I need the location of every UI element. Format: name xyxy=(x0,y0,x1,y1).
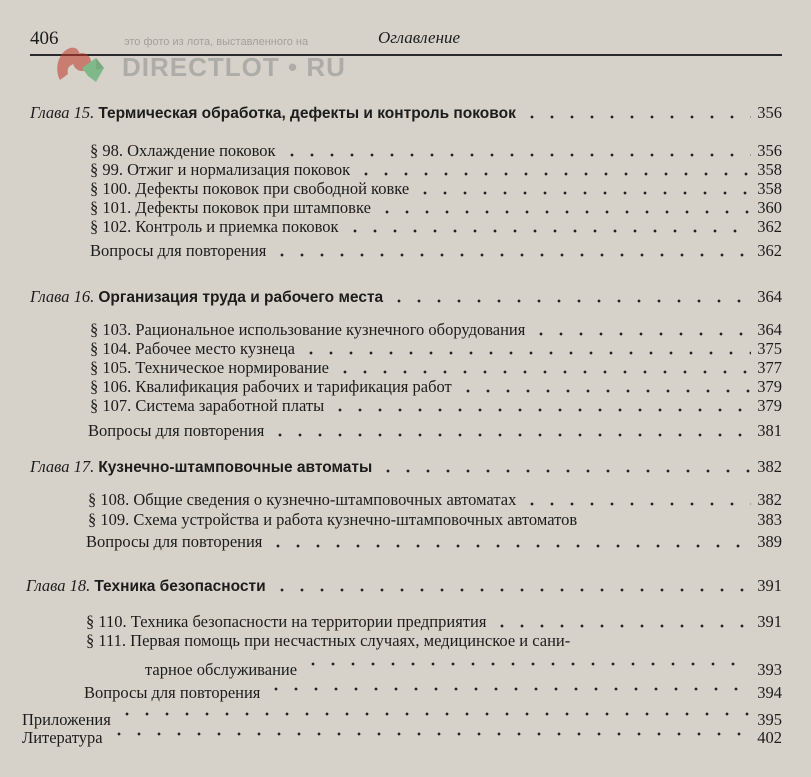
section-title: Дефекты поковок при штамповке xyxy=(135,198,371,217)
section-98-row[interactable] xyxy=(90,141,782,161)
section-number: § 103. xyxy=(90,320,132,339)
review-title: Вопросы для повторения xyxy=(88,421,265,440)
section-number: § 108. xyxy=(88,490,130,509)
chapter-title: Термическая обработка, дефекты и контроль поковок xyxy=(98,105,516,122)
literature-row[interactable] xyxy=(22,720,782,747)
section-title: Техника безопасности на территории предприятия xyxy=(130,612,487,631)
page-ref: 358 xyxy=(757,179,782,198)
chapter-17-row[interactable] xyxy=(30,457,782,477)
chapter-label: Глава 17. xyxy=(30,457,95,476)
section-111-row[interactable] xyxy=(86,631,726,651)
section-111-continuation-row[interactable] xyxy=(145,650,782,679)
watermark-brand: DIRECTLOT • RU xyxy=(122,52,346,82)
page-ref: 381 xyxy=(757,421,782,440)
leader-dots xyxy=(522,115,751,119)
page-number: 406 xyxy=(30,28,59,49)
leader-dots xyxy=(492,624,751,628)
leader-dots xyxy=(356,172,751,176)
chapter-label: Глава 15. xyxy=(30,103,95,122)
page-ref: 356 xyxy=(757,141,782,160)
section-105-row[interactable] xyxy=(90,358,782,378)
page-ref: 394 xyxy=(757,683,782,702)
leader-dots xyxy=(389,299,751,303)
section-number: § 102. xyxy=(90,217,132,236)
page-ref: 356 xyxy=(757,103,782,122)
review-title: Вопросы для повторения xyxy=(90,241,267,260)
section-number: § 100. xyxy=(90,179,132,198)
leader-dots xyxy=(377,210,751,214)
section-100-row[interactable] xyxy=(90,179,782,199)
page-ref: 382 xyxy=(757,457,782,476)
page-ref: 402 xyxy=(757,728,782,747)
section-title: Рациональное использование кузнечного оборудования xyxy=(135,320,526,339)
page-ref: 382 xyxy=(757,490,782,509)
page-ref: 389 xyxy=(757,532,782,551)
section-number: § 99. xyxy=(90,160,123,179)
chapter-title: Организация труда и рабочего места xyxy=(98,289,384,306)
leader-dots xyxy=(109,732,752,736)
page-ref: 375 xyxy=(757,339,782,358)
chapter-15-row[interactable] xyxy=(30,103,782,123)
leader-dots xyxy=(415,191,751,195)
section-number: § 109. xyxy=(88,510,130,529)
leader-dots xyxy=(458,389,752,393)
leader-dots xyxy=(282,153,752,157)
leader-dots xyxy=(117,712,751,716)
leader-dots xyxy=(272,253,751,257)
page-ref: 393 xyxy=(757,660,782,679)
section-101-row[interactable] xyxy=(90,198,782,218)
leader-dots xyxy=(330,408,751,412)
section-title: Дефекты поковок при свободной ковке xyxy=(135,179,410,198)
page-ref: 379 xyxy=(757,377,782,396)
section-108-row[interactable] xyxy=(88,490,782,510)
section-102-row[interactable] xyxy=(90,217,782,237)
leader-dots xyxy=(270,433,751,437)
section-title: Отжиг и нормализация поковок xyxy=(127,160,351,179)
section-title: Рабочее место кузнеца xyxy=(135,339,295,358)
leader-dots xyxy=(268,544,751,548)
section-104-row[interactable] xyxy=(90,339,782,359)
section-99-row[interactable] xyxy=(90,160,782,180)
page-ref: 383 xyxy=(757,510,782,529)
leader-dots xyxy=(522,502,751,506)
page-ref: 362 xyxy=(757,217,782,236)
page-ref: 379 xyxy=(757,396,782,415)
chapter-18-row[interactable] xyxy=(26,576,782,596)
leader-dots xyxy=(303,662,751,666)
page-ref: 364 xyxy=(757,320,782,339)
section-title: Техническое нормирование xyxy=(135,358,330,377)
page-ref: 362 xyxy=(757,241,782,260)
leader-dots xyxy=(272,588,752,592)
section-title: Схема устройства и работа кузнечно-штамповочных автоматов xyxy=(133,510,578,529)
literature-title: Литература xyxy=(22,728,103,747)
page-ref: 360 xyxy=(757,198,782,217)
review-title: Вопросы для повторения xyxy=(84,683,261,702)
running-head-title: Оглавление xyxy=(378,28,461,47)
leader-dots xyxy=(266,687,751,691)
review-title: Вопросы для повторения xyxy=(86,532,263,551)
section-title: Квалификация рабочих и тарификация работ xyxy=(135,377,452,396)
section-106-row[interactable] xyxy=(90,377,782,397)
leader-dots xyxy=(378,469,751,473)
chapter-title: Кузнечно-штамповочные автоматы xyxy=(98,459,373,476)
section-title: Контроль и приемка поковок xyxy=(135,217,339,236)
leader-dots xyxy=(531,332,751,336)
page-ref: 395 xyxy=(757,710,782,729)
review-questions-row[interactable] xyxy=(90,241,782,261)
page-ref: 364 xyxy=(757,287,782,306)
leader-dots xyxy=(345,229,752,233)
section-number: § 110. xyxy=(86,612,127,631)
watermark-caption: это фото из лота, выставленного на xyxy=(124,36,309,48)
review-questions-row[interactable] xyxy=(86,532,782,552)
review-questions-row[interactable] xyxy=(88,421,782,441)
leader-dots xyxy=(335,370,751,374)
chapter-label: Глава 16. xyxy=(30,287,95,306)
section-109-row[interactable] xyxy=(88,510,782,530)
chapter-16-row[interactable] xyxy=(30,287,782,307)
section-110-row[interactable] xyxy=(86,612,782,632)
page-ref: 391 xyxy=(757,612,782,631)
appendix-row[interactable] xyxy=(22,700,782,729)
section-number: § 107. xyxy=(90,396,132,415)
page-ref: 358 xyxy=(757,160,782,179)
section-107-row[interactable] xyxy=(90,396,782,416)
section-number: § 111. xyxy=(86,631,127,650)
section-title: Первая помощь при несчастных случаях, медицинское и сани- xyxy=(130,631,571,650)
leader-dots xyxy=(301,351,751,355)
page-ref: 377 xyxy=(757,358,782,377)
chapter-title: Техника безопасности xyxy=(94,578,266,595)
section-number: § 104. xyxy=(90,339,132,358)
section-number: § 105. xyxy=(90,358,132,377)
page-ref: 391 xyxy=(757,576,782,595)
section-title: Охлаждение поковок xyxy=(127,141,276,160)
section-title: Система заработной платы xyxy=(135,396,325,415)
review-questions-row[interactable] xyxy=(84,675,782,702)
section-title: Общие сведения о кузнечно-штамповочных автоматах xyxy=(133,490,517,509)
section-103-row[interactable] xyxy=(90,320,782,340)
section-number: § 106. xyxy=(90,377,132,396)
section-number: § 101. xyxy=(90,198,132,217)
chapter-label: Глава 18. xyxy=(26,576,91,595)
section-title-continuation: тарное обслуживание xyxy=(145,660,298,679)
appendix-title: Приложения xyxy=(22,710,111,729)
section-number: § 98. xyxy=(90,141,123,160)
